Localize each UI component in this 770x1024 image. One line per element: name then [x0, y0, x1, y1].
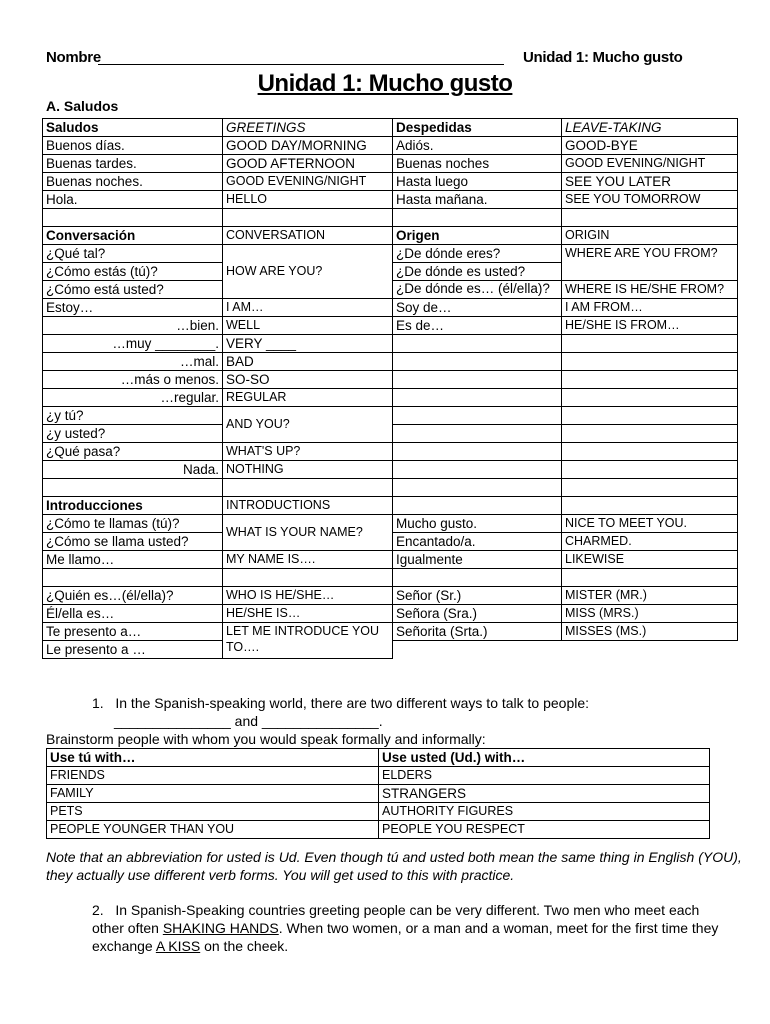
table-row [43, 137, 738, 155]
table-cell: …más o menos. [43, 371, 223, 389]
empty-cell [223, 479, 393, 497]
table-cell: GOOD DAY/MORNING [223, 137, 393, 155]
table-row [43, 317, 738, 335]
table-cell: Adiós. [393, 137, 562, 155]
table-cell: Es de… [393, 317, 562, 335]
table-cell: Saludos [43, 119, 223, 137]
table-cell: Nada. [43, 461, 223, 479]
table-cell: HOW ARE YOU? [223, 245, 393, 299]
table-cell: …muy ________. [43, 335, 223, 353]
table-cell: WHAT'S UP? [223, 443, 393, 461]
table-cell: PEOPLE YOUNGER THAN YOU [47, 821, 379, 839]
table-cell: CONVERSATION [223, 227, 393, 245]
empty-cell [562, 479, 738, 497]
table-cell: I AM FROM… [562, 299, 738, 317]
table-cell: WHO IS HE/SHE… [223, 587, 393, 605]
table-cell: ¿y tú? [43, 407, 223, 425]
page-title: Unidad 1: Mucho gusto [257, 70, 513, 97]
usage-table [46, 748, 710, 839]
table-cell: SEE YOU LATER [562, 173, 738, 191]
table-row [47, 821, 710, 839]
table-row [43, 407, 738, 425]
table-cell: Buenas noches. [43, 173, 223, 191]
question-text: In Spanish-Speaking countries greeting people can be very different. Two men who meet each other often [92, 902, 700, 936]
table-row [43, 371, 738, 389]
table-cell: MY NAME IS…. [223, 551, 393, 569]
table-cell: Encantado/a. [393, 533, 562, 551]
table-cell: GOOD-BYE [562, 137, 738, 155]
table-row [43, 191, 738, 209]
table-cell: VERY ____ [223, 335, 393, 353]
question-text: . When two women, or a man and a woman, meet for the first time they exchange [92, 920, 719, 954]
empty-cell [223, 209, 393, 227]
table-row [43, 353, 738, 371]
question-text: In the Spanish-speaking world, there are two different ways to talk to people: [115, 695, 590, 711]
table-cell: Igualmente [393, 551, 562, 569]
empty-cell [562, 461, 738, 479]
brainstorm-prompt: Brainstorm people with whom you would speak formally and informally: [46, 731, 486, 747]
table-cell: ¿Quién es…(él/ella)? [43, 587, 223, 605]
table-cell: Estoy… [43, 299, 223, 317]
table-cell: PEOPLE YOU RESPECT [379, 821, 710, 839]
table-cell: I AM… [223, 299, 393, 317]
table-cell: …mal. [43, 353, 223, 371]
table-cell: INTRODUCTIONS [223, 497, 393, 515]
note-text: Note that an abbreviation for usted is Ud. Even though tú and usted both mean the same thing in English (YOU), they actually use different verb forms. You will get used to this with practice. [46, 849, 742, 883]
table-row [43, 461, 738, 479]
table-cell: WHERE IS HE/SHE FROM? [562, 281, 738, 299]
table-row [43, 227, 738, 245]
table-row [43, 623, 738, 641]
table-cell: ¿Cómo está usted? [43, 281, 223, 299]
table-row [43, 119, 738, 137]
table-cell: ORIGIN [562, 227, 738, 245]
empty-cell [393, 569, 562, 587]
table-row [43, 551, 738, 569]
table-cell: GREETINGS [223, 119, 393, 137]
table-cell: LET ME INTRODUCE YOU TO…. [223, 623, 393, 659]
empty-cell [562, 371, 738, 389]
table-cell: Señor (Sr.) [393, 587, 562, 605]
table-cell: Conversación [43, 227, 223, 245]
table-row [43, 443, 738, 461]
empty-cell [393, 353, 562, 371]
name-label: Nombre [46, 49, 101, 66]
table-cell: Buenos días. [43, 137, 223, 155]
empty-cell [393, 479, 562, 497]
table-cell: ELDERS [379, 767, 710, 785]
table-cell: ¿Cómo te llamas (tú)? [43, 515, 223, 533]
empty-cell [223, 569, 393, 587]
table-row [43, 335, 738, 353]
table-row [43, 587, 738, 605]
table-cell: ¿Qué tal? [43, 245, 223, 263]
question-2 [92, 901, 732, 955]
section-heading: A. Saludos [46, 98, 119, 114]
empty-cell [393, 461, 562, 479]
table-cell: Le presento a … [43, 641, 223, 659]
table-cell: GOOD EVENING/NIGHT [562, 155, 738, 173]
table-row [43, 569, 738, 587]
table-cell: Señorita (Srta.) [393, 623, 562, 641]
empty-cell [562, 209, 738, 227]
table-cell: ¿Cómo estás (tú)? [43, 263, 223, 281]
question-number: 1. [92, 695, 104, 711]
table-cell: NICE TO MEET YOU. [562, 515, 738, 533]
table-row [47, 785, 710, 803]
table-cell: WELL [223, 317, 393, 335]
table-row [43, 209, 738, 227]
table-cell: Hola. [43, 191, 223, 209]
name-blank-line [98, 64, 504, 65]
empty-cell [562, 335, 738, 353]
table-cell: …regular. [43, 389, 223, 407]
table-cell: Mucho gusto. [393, 515, 562, 533]
empty-cell [393, 425, 562, 443]
table-row [43, 605, 738, 623]
empty-cell [393, 209, 562, 227]
table-cell: REGULAR [223, 389, 393, 407]
table-cell: Señora (Sra.) [393, 605, 562, 623]
vocab-table [42, 118, 738, 659]
question-text: on the cheek. [200, 938, 289, 954]
answer-text: SHAKING HANDS [162, 920, 279, 936]
empty-cell [43, 209, 223, 227]
empty-cell [393, 335, 562, 353]
unit-label: Unidad 1: Mucho gusto [523, 49, 683, 66]
table-cell: Introducciones [43, 497, 223, 515]
empty-cell [562, 353, 738, 371]
table-cell: HE/SHE IS… [223, 605, 393, 623]
table-cell: PETS [47, 803, 379, 821]
table-cell: SO-SO [223, 371, 393, 389]
table-cell: …bien. [43, 317, 223, 335]
table-cell: AND YOU? [223, 407, 393, 443]
table-cell: ¿De dónde es usted? [393, 263, 562, 281]
table-cell: Buenas noches [393, 155, 562, 173]
table-row [43, 515, 738, 533]
table-row [43, 389, 738, 407]
table-cell: AUTHORITY FIGURES [379, 803, 710, 821]
empty-cell [43, 569, 223, 587]
table-cell: Soy de… [393, 299, 562, 317]
table-cell: Te presento a… [43, 623, 223, 641]
empty-cell [562, 443, 738, 461]
table-cell: MISS (MRS.) [562, 605, 738, 623]
table-cell: Origen [393, 227, 562, 245]
table-cell: ¿De dónde es… (él/ella)? [393, 281, 562, 299]
table-cell: LEAVE-TAKING [562, 119, 738, 137]
empty-cell [43, 479, 223, 497]
table-cell: NOTHING [223, 461, 393, 479]
table-cell: WHERE ARE YOU FROM? [562, 245, 738, 281]
empty-cell [393, 497, 562, 515]
table-cell: STRANGERS [379, 785, 710, 803]
table-row [43, 245, 738, 263]
table-cell: FAMILY [47, 785, 379, 803]
table-cell: MISSES (MS.) [562, 623, 738, 641]
empty-cell [393, 407, 562, 425]
table-cell: Hasta mañana. [393, 191, 562, 209]
table-cell: SEE YOU TOMORROW [562, 191, 738, 209]
table-cell: MISTER (MR.) [562, 587, 738, 605]
empty-cell [393, 389, 562, 407]
answer-text: A KISS [155, 938, 201, 954]
table-cell: WHAT IS YOUR NAME? [223, 515, 393, 551]
question-1 [92, 694, 589, 712]
table-cell: ¿De dónde eres? [393, 245, 562, 263]
table-cell: GOOD AFTERNOON [223, 155, 393, 173]
table-cell: HELLO [223, 191, 393, 209]
table-cell: CHARMED. [562, 533, 738, 551]
table-cell: Despedidas [393, 119, 562, 137]
answer-blanks: _______________ and _______________. [114, 713, 383, 729]
table-cell: Buenas tardes. [43, 155, 223, 173]
table-cell: Use usted (Ud.) with… [379, 749, 710, 767]
table-cell: Use tú with… [47, 749, 379, 767]
table-row [43, 155, 738, 173]
empty-cell [562, 425, 738, 443]
table-row [43, 299, 738, 317]
table-row [43, 497, 738, 515]
table-cell: LIKEWISE [562, 551, 738, 569]
table-cell: Él/ella es… [43, 605, 223, 623]
table-cell: ¿Qué pasa? [43, 443, 223, 461]
table-row [43, 173, 738, 191]
empty-cell [562, 497, 738, 515]
empty-cell [562, 407, 738, 425]
empty-cell [562, 389, 738, 407]
table-cell: HE/SHE IS FROM… [562, 317, 738, 335]
table-cell: ¿Cómo se llama usted? [43, 533, 223, 551]
table-cell: FRIENDS [47, 767, 379, 785]
empty-cell [393, 443, 562, 461]
table-row [43, 479, 738, 497]
table-cell: GOOD EVENING/NIGHT [223, 173, 393, 191]
table-cell: Hasta luego [393, 173, 562, 191]
table-cell: Me llamo… [43, 551, 223, 569]
empty-cell [562, 569, 738, 587]
empty-cell [393, 371, 562, 389]
table-row [47, 749, 710, 767]
table-row [47, 803, 710, 821]
table-cell: ¿y usted? [43, 425, 223, 443]
table-cell: BAD [223, 353, 393, 371]
question-number: 2. [92, 902, 104, 918]
table-row [47, 767, 710, 785]
